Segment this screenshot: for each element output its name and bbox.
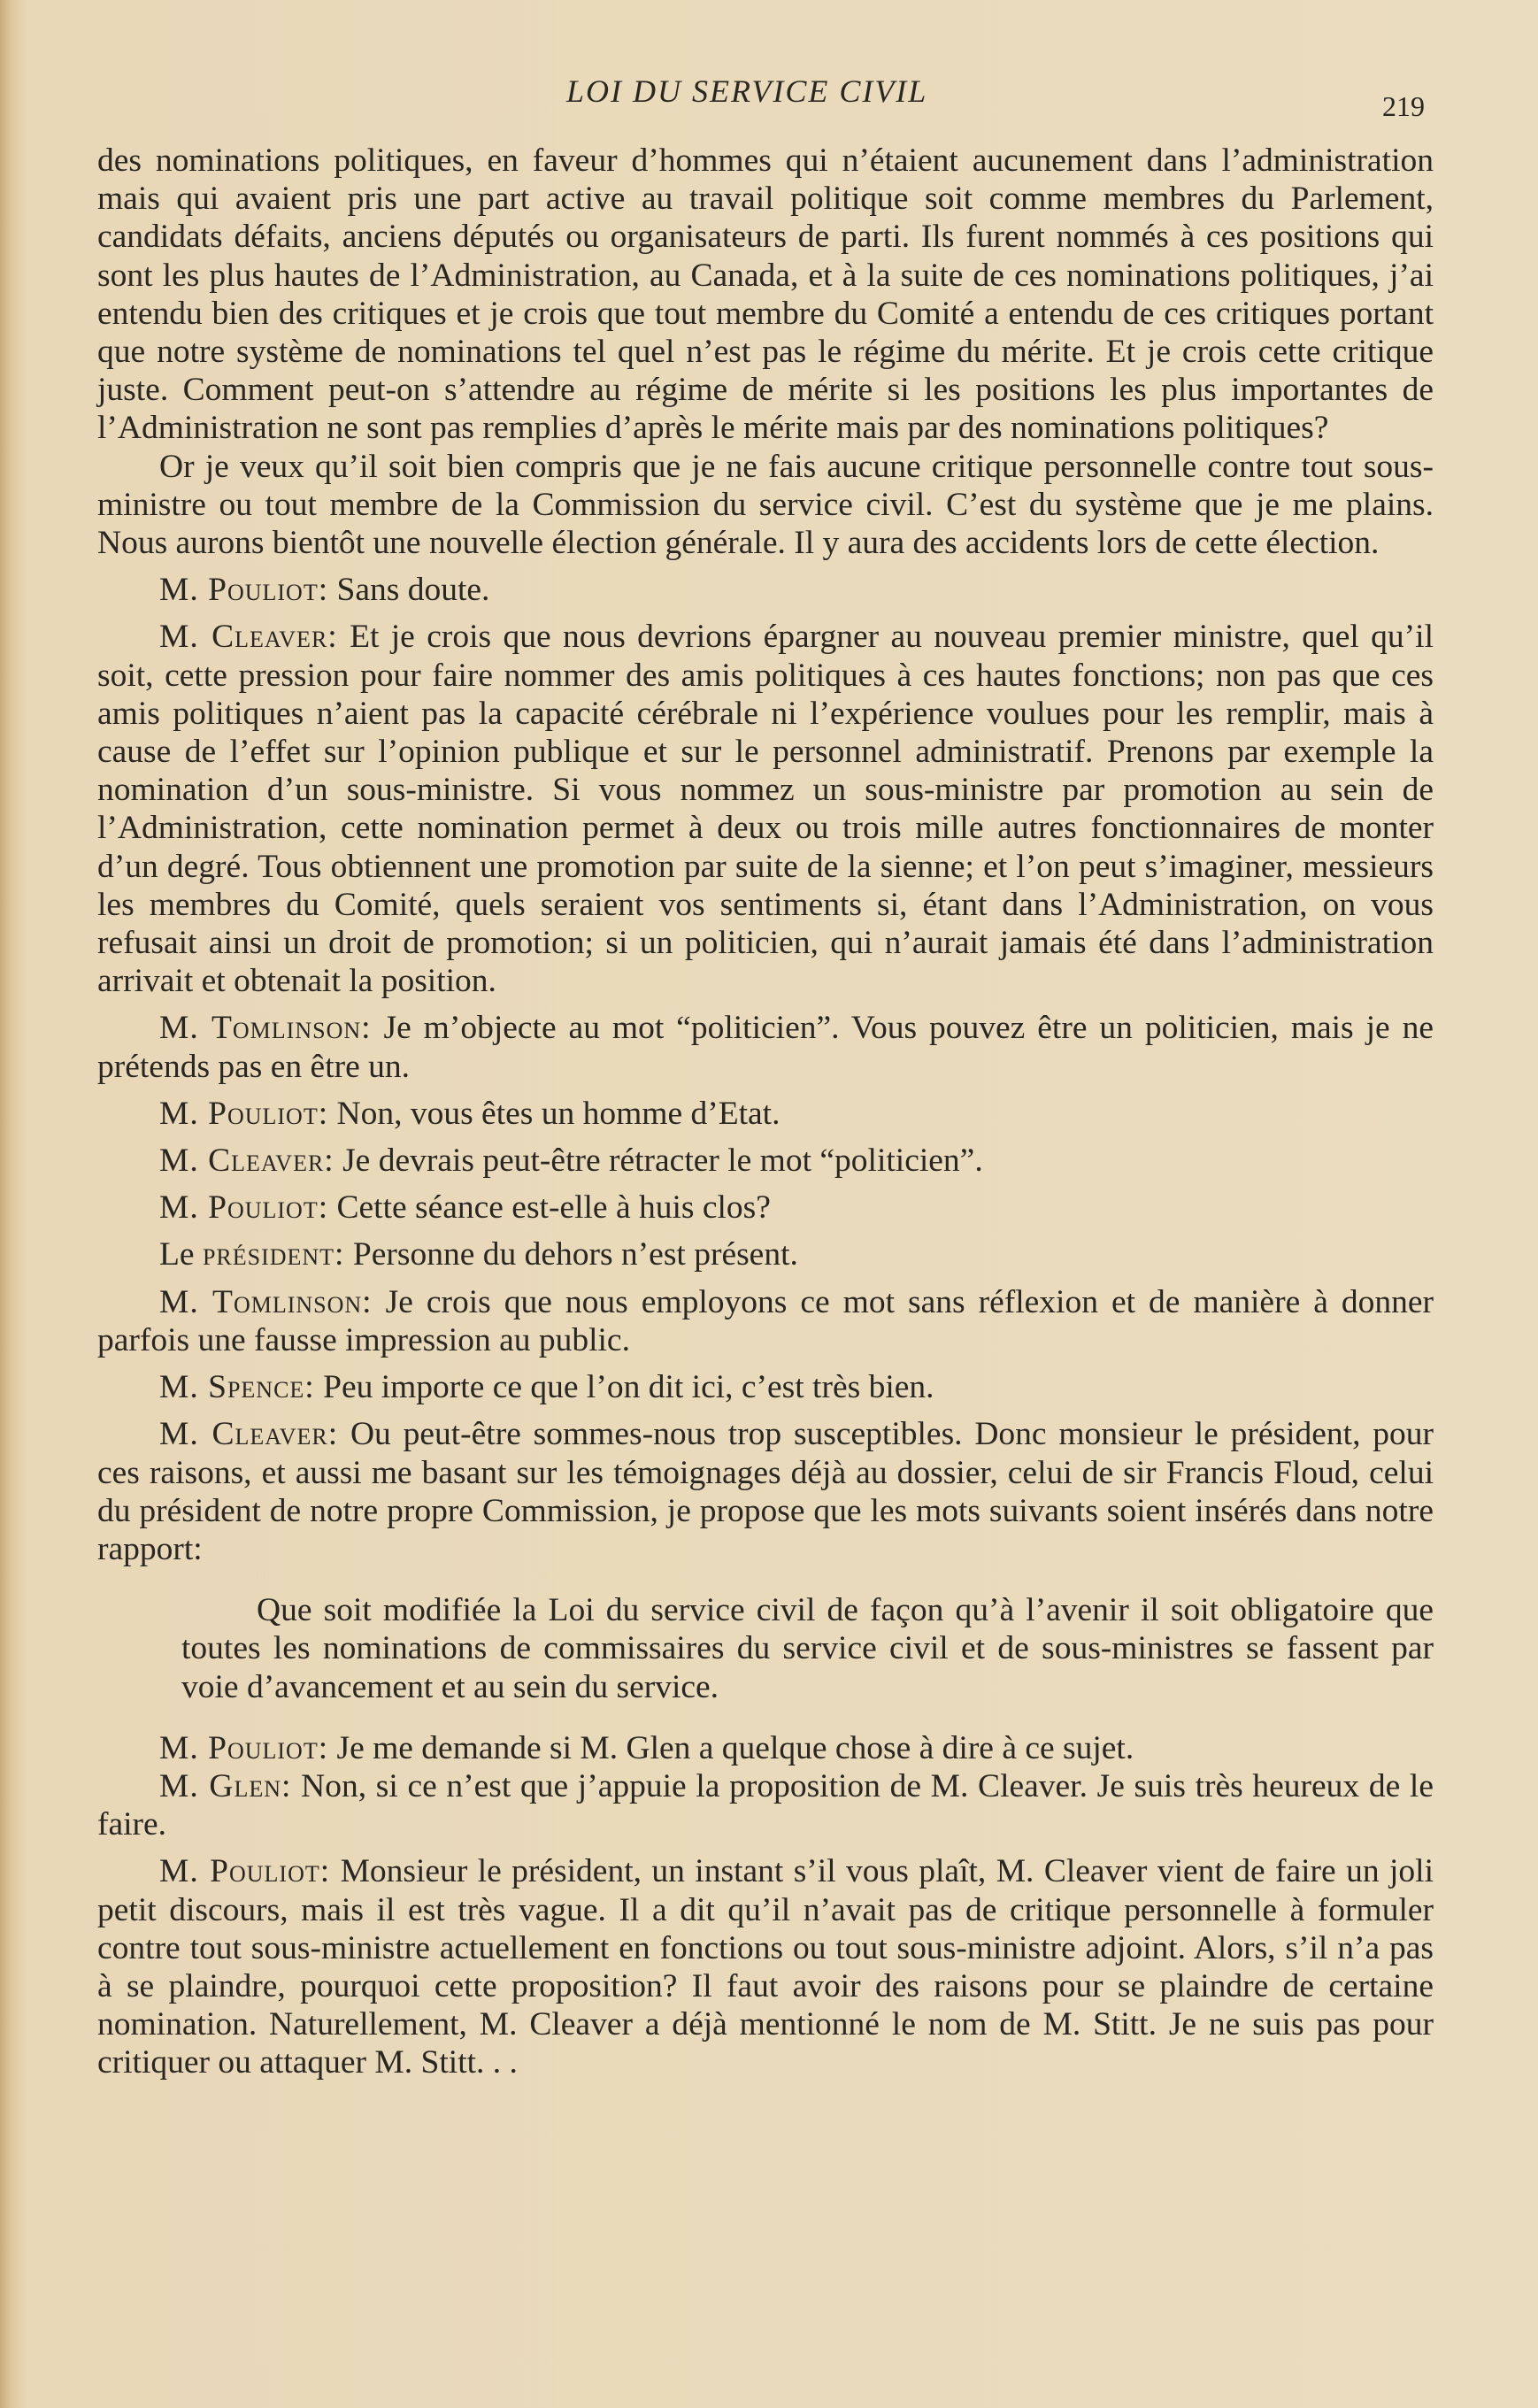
running-title: LOI DU SERVICE CIVIL [566,73,928,109]
speech-text: Je devrais peut-être rétracter le mot “politicien”. [342,1142,983,1180]
speaker-name: M. Pouliot: [159,1189,329,1227]
page-number: 219 [1382,90,1425,122]
speech [97,571,1434,609]
speech-text: Sans doute. [336,572,490,609]
speaker-name: M. Pouliot: [159,572,329,609]
speech [97,1368,1434,1406]
block-quote: Que soit modifiée la Loi du service civil de façon qu’à l’avenir il soit obligatoire que toutes les nominations de commissaires du service civil et de sous-ministres se fassent par voie d’avancement et au sein du service. [181,1592,1434,1705]
speech-text: Non, vous êtes un homme d’Etat. [336,1095,781,1132]
speech [97,1142,1434,1180]
speech [97,1729,1434,1767]
speech [97,1009,1434,1085]
speech-text: Peu importe ce que l’on dit ici, c’est très bien. [323,1369,934,1406]
speaker-name: M. Cleaver: [159,1142,335,1180]
speaker-name: M. Pouliot: [159,1853,331,1890]
speech-text: Et je crois que nous devrions épargner au nouveau premier ministre, quel qu’il soit, cette pression pour faire nommer des amis politiques à ces hautes fonctions; non pas que ces amis politiques n’aient pas la capacité cérébrale ni l’expérience voulues pour les remplir, mais à cause de l’effet sur l’opinion publique et sur le personnel administratif. Prenons par exemple la nomination d’un sous-ministre. Si vous nommez un sous-ministre par promotion au sein de l’Administration, cette nomination permet à deux ou trois mille autres fonctionnaires de monter d’un degré. Tous obtiennent une promotion par suite de la sienne; et l’on peut s’imaginer, messieurs les membres du Comité, quels seraient vos sentiments si, étant dans l’Administration, on vous refusait ainsi un droit de promotion; si un politicien, qui n’aurait jamais été dans l’administration arrivait et obtenait la position. [97,619,1434,1000]
speaker-name: M. Pouliot: [159,1729,329,1766]
speech-text: Je crois que nous employons ce mot sans réflexion et de manière à donner parfois une fausse impression au public. [97,1283,1434,1358]
speech-text: Monsieur le président, un instant s’il vous plaît, M. Cleaver vient de faire un joli petit discours, mais il est très vague. Il a dit qu’il n’avait pas de critique personnelle à formuler contre tout sous-ministre actuellement en fonctions ou tout sous-ministre adjoint. Alors, s’il n’a pas à se plaindre, pourquoi cette proposition? Il faut avoir des raisons pour se plaindre de certaine nomination. Naturellement, M. Cleaver a déjà mentionné le nom de M. Stitt. Je ne suis pas pour critiquer ou attaquer M. Stitt. . . [97,1853,1434,2081]
speaker-name: M. Glen: [159,1767,292,1804]
running-head [0,73,1538,122]
paragraph: Or je veux qu’il soit bien compris que je ne fais aucune critique personnelle contre tout sous-ministre ou tout membre de la Commission du service civil. C’est du système que je me plains. Nous aurons bientôt une nouvelle élection générale. Il y aura des accidents lors de cette élection. [97,448,1434,562]
body-text [97,142,1434,2082]
speaker-name: M. Spence: [159,1369,315,1406]
speech [97,1189,1434,1227]
speech-text: Cette séance est-elle à huis clos? [336,1189,771,1227]
speech-text: Je me demande si M. Glen a quelque chose à dire à ce sujet. [336,1729,1134,1766]
speech [97,1767,1434,1843]
speech-text: Ou peut-être sommes-nous trop susceptibles. Donc monsieur le président, pour ces raisons, et aussi me basant sur les témoignages déjà au dossier, celui de sir Francis Floud, celui du président de notre propre Commission, je propose que les mots suivants soient insérés dans notre rapport: [97,1416,1434,1567]
speech-text: Personne du dehors n’est présent. [352,1236,798,1273]
speaker-name: M. Cleaver: [159,619,338,656]
speech-text: Je m’objecte au mot “politicien”. Vous pouvez être un politicien, mais je ne prétends pas en être un. [97,1010,1434,1085]
speaker-prefix: Le [159,1236,195,1273]
speech [97,1415,1434,1568]
speaker-name: président: [202,1236,345,1273]
speaker-name: M. Tomlinson: [159,1010,372,1047]
speaker-name: M. Tomlinson: [159,1283,373,1320]
speech [97,1235,1434,1273]
speaker-name: M. Cleaver: [159,1416,339,1453]
speech [97,1095,1434,1133]
speech-text: Non, si ce n’est que j’appuie la proposition de M. Cleaver. Je suis très heureux de le faire. [97,1767,1434,1843]
speech [97,1283,1434,1359]
speech [97,1852,1434,2081]
speaker-name: M. Pouliot: [159,1095,329,1132]
paragraph: des nominations politiques, en faveur d’hommes qui n’étaient aucunement dans l’administration mais qui avaient pris une part active au travail politique soit comme membres du Parlement, candidats défaits, anciens députés ou organisateurs de parti. Ils furent nommés à ces positions qui sont les plus hautes de l’Administration, au Canada, et à la suite de ces nominations politiques, j’ai entendu bien des critiques et je crois que tout membre du Comité a entendu de ces critiques portant que notre système de nominations tel quel n’est pas le régime du mérite. Et je crois cette critique juste. Comment peut-on s’attendre au régime de mérite si les positions les plus importantes de l’Administration ne sont pas remplies d’après le mérite mais par des nominations politiques? [97,142,1434,447]
speech [97,618,1434,1000]
